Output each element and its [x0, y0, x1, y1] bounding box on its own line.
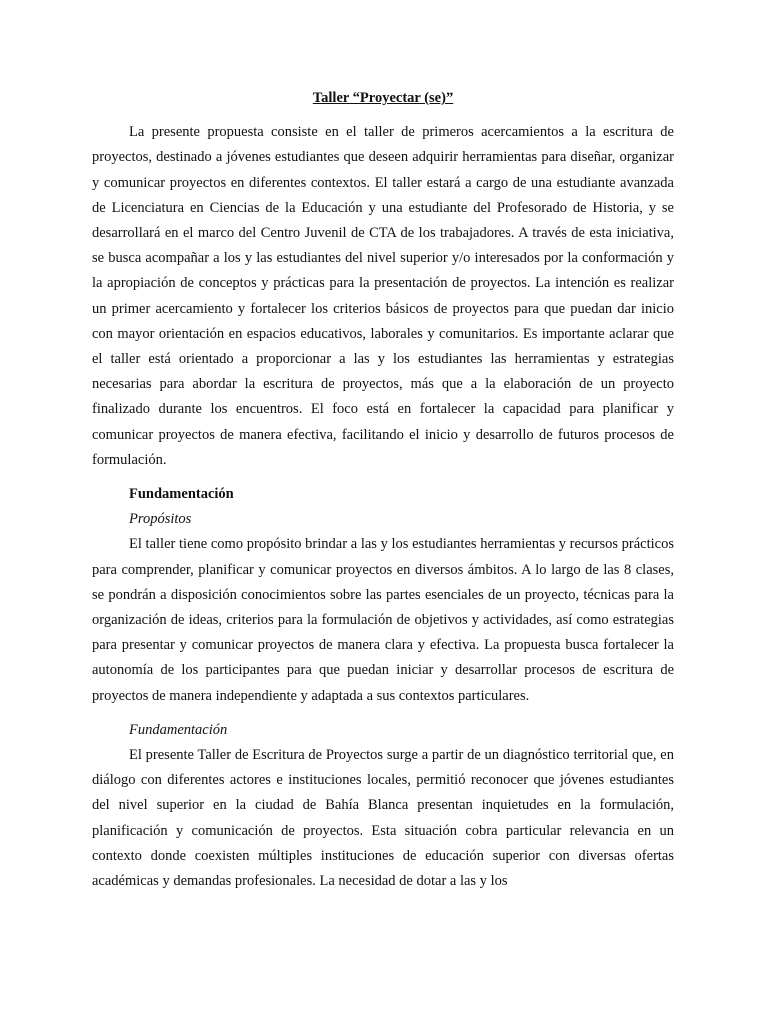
document-title: Taller “Proyectar (se)” — [312, 90, 454, 106]
section-heading-fundamentacion: Fundamentación — [129, 486, 234, 503]
subheading-propositos: Propósitos — [129, 511, 192, 528]
subheading-fundamentacion: Fundamentación — [129, 721, 228, 738]
purposes-paragraph: El taller tiene como propósito brindar a las y los estudiantes herramientas y recursos prácticos para comprender, planificar y comunicar proyectos en diversos ámbitos. A lo largo de las 8 clases, se pondrán a disposición conocimientos sobre las partes esenciales de un proyecto, técnicas para la organización de ideas, criterios para la formulación de objetivos y actividades, así como estrategias para presentar y comunicar proyectos de manera clara y efectiva. La propuesta busca fortalecer la autonomía de los participantes para que puedan iniciar y desarrollar procesos de escritura de proyectos de manera independiente y adaptada a sus contextos particulares. — [92, 536, 674, 704]
document-page — [92, 86, 674, 894]
rationale-paragraph: El presente Taller de Escritura de Proyectos surge a partir de un diagnóstico territorial que, en diálogo con diferentes actores e instituciones locales, permitió reconocer que jóvenes estudiantes del nivel superior en la ciudad de Bahía Blanca presentan inquietudes en la formulación, planificación y comunicación de proyectos. Esta situación cobra particular relevancia en un contexto donde coexisten múltiples instituciones de educación superior con diversas ofertas académicas y demandas profesionales. La necesidad de dotar a las y los — [92, 747, 674, 890]
intro-paragraph: La presente propuesta consiste en el taller de primeros acercamientos a la escritura de proyectos, destinado a jóvenes estudiantes que deseen adquirir herramientas para diseñar, organizar y comunicar proyectos en diferentes contextos. El taller estará a cargo de una estudiante avanzada de Licenciatura en Ciencias de la Educación y una estudiante del Profesorado de Historia, y se desarrollará en el marco del Centro Juvenil de CTA de los trabajadores. A través de esta iniciativa, se busca acompañar a los y las estudiantes del nivel superior y/o interesados por la conformación y la apropiación de conceptos y prácticas para la presentación de proyectos. La intención es realizar un primer acercamiento y fortalecer los criterios básicos de proyectos para que puedan dar inicio con mayor orientación en espacios educativos, laborales y comunitarios. Es importante aclarar que el taller está orientado a proporcionar a las y los estudiantes las herramientas y estrategias necesarias para abordar la escritura de proyectos, más que a la elaboración de un proyecto finalizado durante los encuentros. El foco está en fortalecer la capacidad para planificar y comunicar proyectos de manera efectiva, facilitando el inicio y desarrollo de futuros procesos de formulación. — [92, 124, 674, 468]
